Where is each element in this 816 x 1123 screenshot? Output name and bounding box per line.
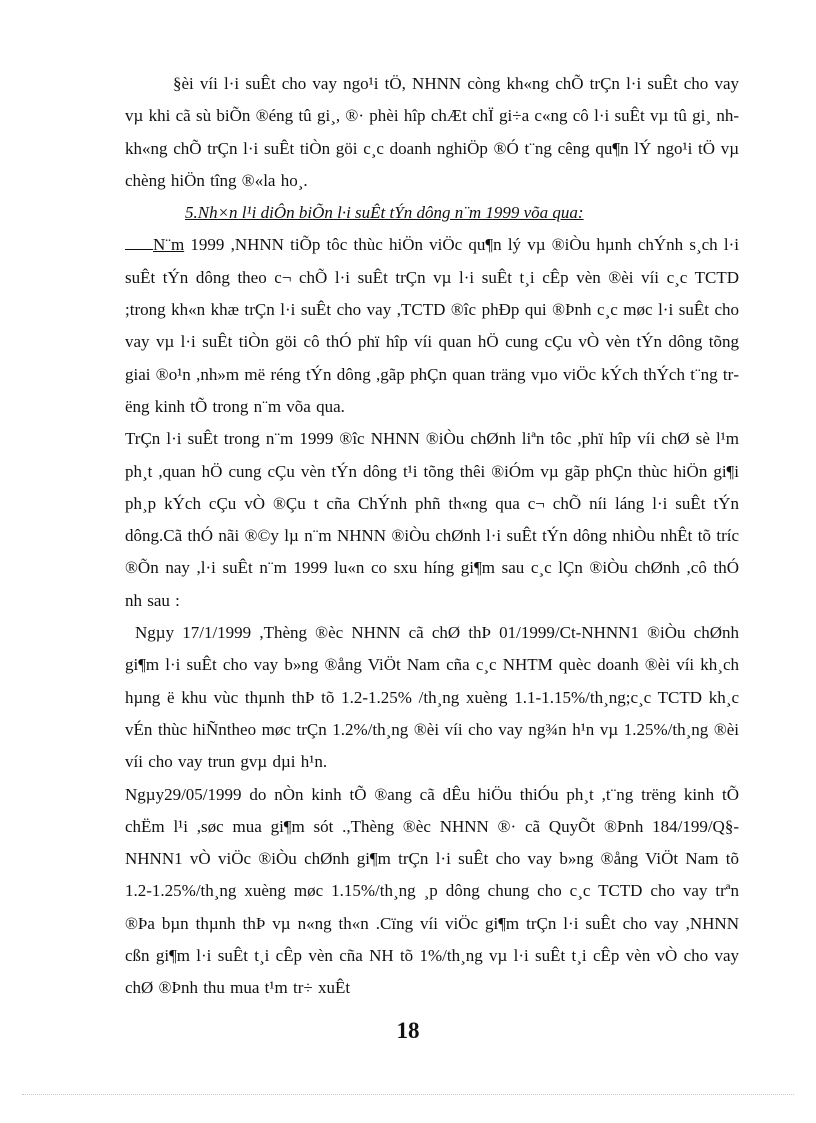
paragraph-foreign-currency-rates: §èi víi l·i suÊt cho vay ngo¹i tÖ, NHNN còng kh«ng chÕ trÇn l·i suÊt cho vay vµ khi cã sù biÕn ®éng tû gi¸, ®· phèi hîp chÆt chÏ gi÷a c«ng cô l·i suÊt vµ tû gi¸ nh kh«ng chÕ trÇn l·i suÊt tiÒn göi c¸c doanh nghiÖp ®Ó t¨ng cêng qu¶n lÝ ngo¹i tÖ vµ chèng hiÖn tîng ®«la ho¸.: [125, 74, 739, 190]
paragraph-1999-lead-word: N¨m: [153, 235, 185, 255]
page-number: 18: [396, 1018, 420, 1043]
section-heading: 5.Nh×n l¹i diÔn biÕn l·i suÊt tÝn dông n¨m 1999 võa qua:: [185, 203, 584, 223]
document-body: [125, 68, 739, 1005]
paragraph-1999-policy-text: 1999 ,NHNN tiÕp tôc thùc hiÖn viÖc qu¶n lý vµ ®iÒu hµnh chÝnh s¸ch l·i suÊt tÝn dông theo c¬ chÕ l·i suÊt trÇn vµ l·i suÊt t¸i cÊp vèn ®èi víi c¸c TCTD ;trong kh«n khæ trÇn l·i suÊt cho vay ,TCTD ®îc phÐp qui ®Þnh c¸c møc l·i suÊt cho vay vµ l·i suÊt tiÒn göi cô thÓ phï hîp víi quan hÖ cung cÇu vÒ vèn tÝn dông tõng giai ®o¹n ,nh»m më réng tÝn dông ,gãp phÇn quan träng vµo viÖc kÝch thÝch t¨ng trëng kinh tÕ trong n¨m võa qua.: [125, 235, 739, 416]
paragraph-directive-17-1-1999: Ngµy 17/1/1999 ,Thèng ®èc NHNN cã chØ thÞ 01/1999/Ct-NHNN1 ®iÒu chØnh gi¶m l·i suÊt cho vay b»ng ®ång ViÖt Nam cña c¸c NHTM quèc doanh ®èi víi kh¸ch hµng ë khu vùc thµnh thÞ tõ 1.2-1.25% /th¸ng xuèng 1.1-1.15%/th¸ng;c¸c TCTD kh¸c vÉn thùc hiÑntheo møc trÇn 1.2%/th¸ng ®èi víi cho vay ng¾n h¹n vµ 1.25%/th¸ng ®èi víi cho vay trun gvµ dµi h¹n.: [125, 623, 739, 772]
underline-leader: [125, 235, 153, 250]
paragraph-1999-policy: [125, 229, 739, 423]
footer-divider: [22, 1094, 794, 1095]
paragraph-decision-29-05-1999: Ngµy29/05/1999 do nÒn kinh tÕ ®ang cã dÊu hiÖu thiÓu ph¸t ,t¨ng trëng kinh tÕ chËm l¹i ,søc mua gi¶m sót .,Thèng ®èc NHNN ®· cã QuyÕt ®Þnh 184/199/Q§-NHNN1 vÒ viÖc ®iÒu chØnh gi¶m trÇn l·i suÊt cho vay b»ng ®ång ViÖt Nam tõ 1.2-1.25%/th¸ng xuèng møc 1.15%/th¸ng ¸p dông chung cho c¸c TCTD cho vay trªn ®Þa bµn thµnh thÞ vµ n«ng th«n .Cïng víi viÖc gi¶m trÇn l·i suÊt cho vay ,NHNN cßn gi¶m l·i suÊt t¸i cÊp vèn cña NH tõ 1%/th¸ng vµ l·i suÊt t¸i cÊp vèn vÒ cho vay chØ ®Þnh thu mua t¹m tr÷ xuÊt: [125, 784, 739, 998]
paragraph-ceiling-rates: TrÇn l·i suÊt trong n¨m 1999 ®îc NHNN ®iÒu chØnh liªn tôc ,phï hîp víi chØ sè l¹m ph¸t ,quan hÖ cung cÇu vèn tÝn dông t¹i tõng thêi ®iÓm vµ gãp phÇn thùc hiÖn gi¶i ph¸p kÝch cÇu vÒ ®Çu t cña ChÝnh phñ th«ng qua c¬ chÕ níi láng l·i suÊt tÝn dông.Cã thÓ nãi ®©y lµ n¨m NHNN ®iÒu chØnh l·i suÊt tÝn dông nhiÒu nhÊt tõ tríc ®Õn nay ,l·i suÊt n¨m 1999 lu«n co sxu híng gi¶m sau c¸c lÇn ®iÒu chØnh ,cô thÓ nh sau :: [125, 429, 739, 610]
